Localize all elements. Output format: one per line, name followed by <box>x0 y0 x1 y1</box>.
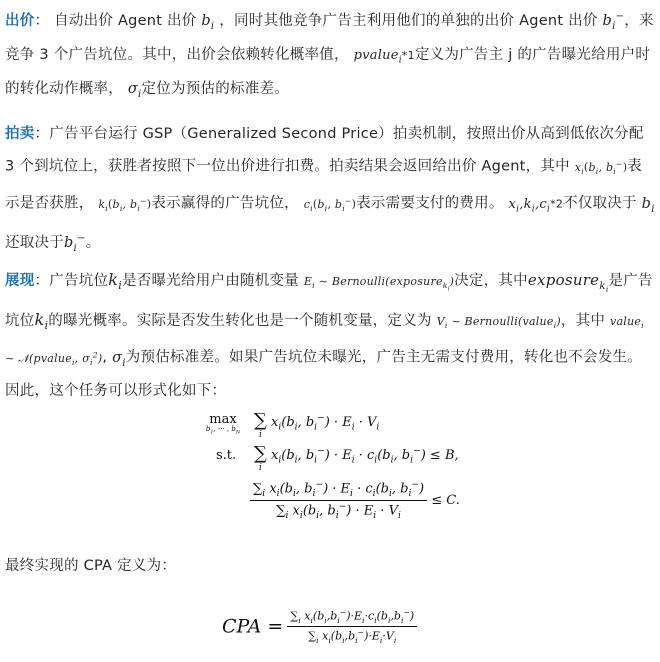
math-sigma-2: $\sigma_i$ <box>112 349 126 369</box>
exposure-title: 展现 <box>5 273 35 289</box>
cpa-constraint: $\frac{\sum_i x_i(b_i, b_i^-) \cdot E_i \cdot c_i(b_i, b_i^-)}{\sum_i x_i(b_i, b_i^-) \cdot E_i \cdot V_i}$ ≤ C. <box>250 480 460 521</box>
math-b-minus-i-2: $b_i^-$ <box>64 233 86 254</box>
math-E-bernoulli: $E_i$ ∼ Bernoulli(exposure$_{k_i}$) <box>303 275 455 293</box>
bidding-paragraph: 出价： 自动出价 Agent 出价 $b_i$ ，同时其他竞争广告主利用他们的单独的出价 Agent 出价 $b_i^-$，来竞争 3 个广告坑位。其中，出价会依赖转化概率值， pvalue$_i$*1定义为广告主 j 的广告曝光给用户时的转化动作概率， $\sigma_i$定位为预估的标准差。 <box>5 11 654 101</box>
optimization-equation <box>198 408 498 528</box>
math-value-normal: value$_i$ ∼ 𝒩(pvalue$_i$, $\sigma_i^2$) <box>5 314 644 367</box>
math-xkc: $x_i,k_i,c_i$ <box>508 196 551 215</box>
math-V-bernoulli: $V_i$ ∼ Bernoulli(value$_i$) <box>436 314 561 330</box>
max-operator: max $b_1$, ··· , $b_N$ <box>205 412 241 436</box>
cpa-equation: CPA = $\frac{\sum_i x_i(b_i,b_i^-)\cdot E_i\cdot c_i(b_i,b_i^-)}{\sum_i x_i(b_i,b_i^-)\cdot E_i\cdot V_i}$ <box>222 608 417 645</box>
math-x: $x_i$ <box>574 160 584 176</box>
objective: ∑ i $x_i(b_i$, $b_i^-) \cdot E_i \cdot V_i$ <box>254 410 380 440</box>
budget-constraint: ∑ i $x_i(b_i$, $b_i^-) \cdot E_i \cdot c_i(b_i$, $b_i^-) \le B$, <box>254 443 459 473</box>
subject-to: s.t. <box>216 448 237 463</box>
math-k: $k_i$ <box>98 197 108 213</box>
cpa-intro: 最终实现的 CPA 定义为： <box>5 558 177 574</box>
math-b-minus-i: $b_i^-$ <box>602 11 625 32</box>
math-b-i-2: $b_i$ <box>641 195 655 215</box>
math-exposure: exposure$_{k_i}$ <box>527 271 609 295</box>
auction-paragraph: 拍卖：广告平台运行 GSP（Generalized Second Price）拍卖机制，按照出价从高到低依次分配 3 个到坑位上，获胜者按照下一位出价进行扣费。拍卖结果会返回给出价 Agent，其中 $x_i(b_i$, $b_i^-$)表示是否获胜， $k_i(b_i$, $b_i^-$)表示赢得的广告坑位， $c_i(b_i$, $b_i^-$)表示需要支付的费用。 $x_i,k_i,c_i*2$不仅取决于 $b_i$ 还取决于$b_i^-$。 <box>5 126 655 254</box>
auction-title: 拍卖 <box>5 126 35 142</box>
bidding-title: 出价 <box>5 12 35 29</box>
math-b-i: $b_i$ <box>201 12 215 32</box>
footnote-mark-1: *1 <box>401 48 415 62</box>
exposure-paragraph: 展现：广告坑位$k_i$是否曝光给用户由随机变量 $E_i$ ∼ Bernoulli(exposure$_{k_i}$)决定，其中exposure$_{k_i}$是广告坑位$k_i$的曝光概率。实际是否发生转化也是一个随机变量，定义为 $V_i$ ∼ Bernoulli(value$_i$)，其中 value$_i$ ∼ 𝒩(pvalue$_i$, $\sigma_i^2$), $\sigma_i$为预估标准差。如果广告坑位未曝光，广告主无需支付费用，转化也不会发生。因此，这个任务可以形式化如下： <box>5 270 653 400</box>
footnote-mark-2: *2 <box>550 197 564 211</box>
math-c: $c_i$ <box>303 197 313 213</box>
math-pvalue: pvalue$_i$ <box>353 47 402 66</box>
math-sigma: $\sigma_i$ <box>127 81 142 101</box>
math-k-i: $k_i$ <box>108 270 123 293</box>
math-k-i-2: $k_i$ <box>34 309 49 332</box>
